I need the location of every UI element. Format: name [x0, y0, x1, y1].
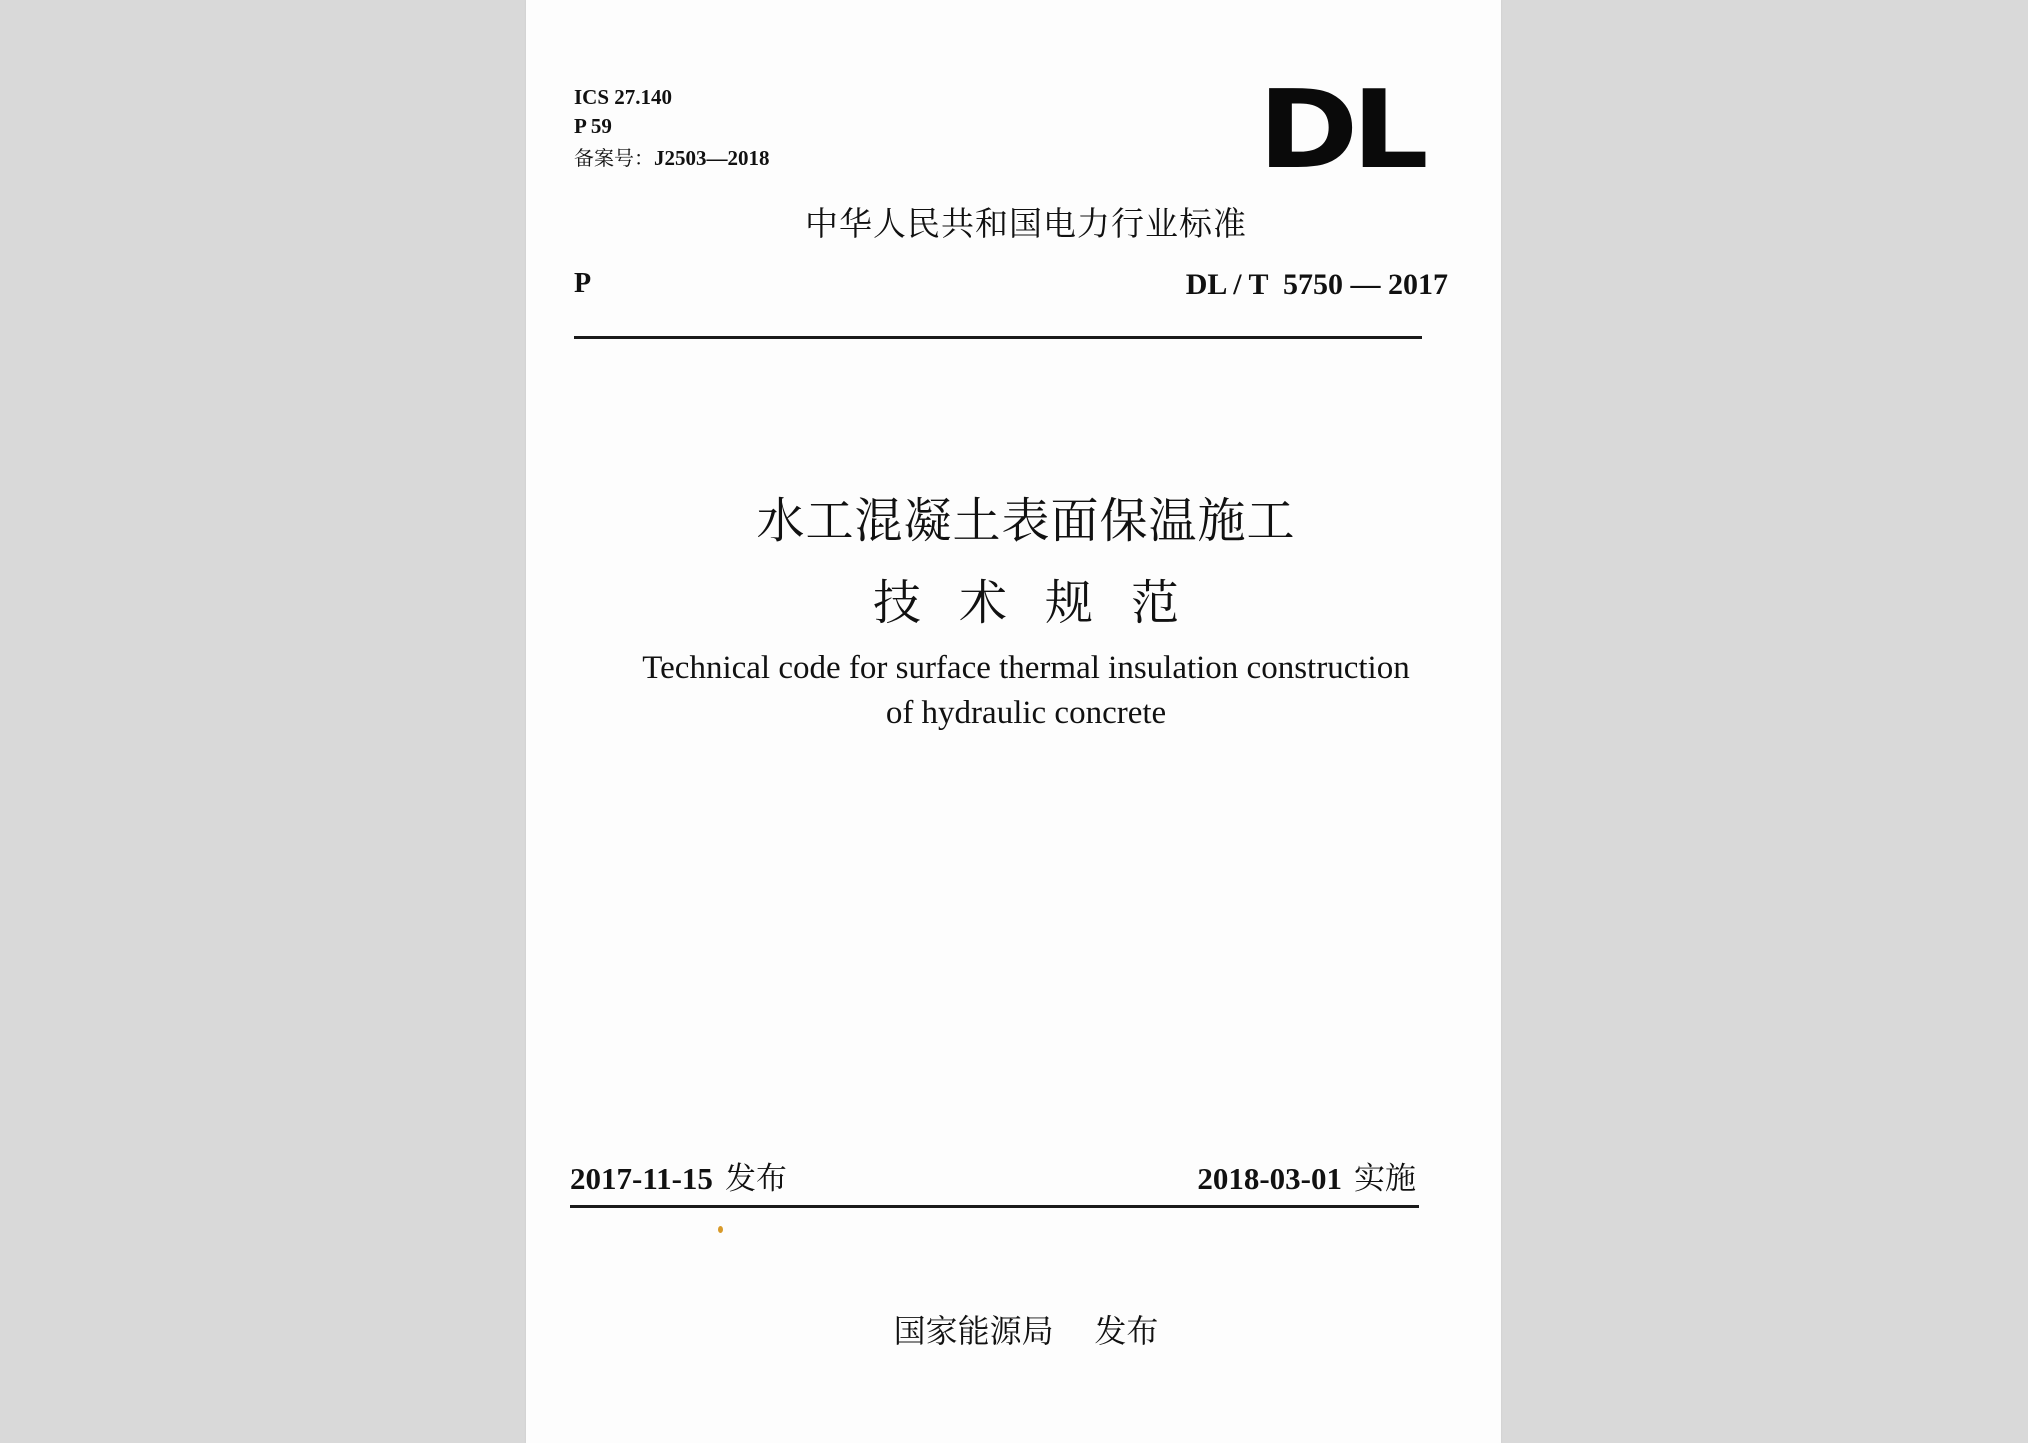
implementation-date	[1197, 1153, 1416, 1198]
implementation-date-value: 2018-03-01	[1197, 1161, 1342, 1196]
category-code: P	[574, 268, 592, 299]
title-english-line1: Technical code for surface thermal insulation construction	[642, 650, 1410, 686]
issue-date-value: 2017-11-15	[570, 1161, 713, 1196]
industry-standard-title: 中华人民共和国电力行业标准	[805, 204, 1247, 243]
filing-value: J2503—2018	[654, 146, 770, 170]
title-chinese-line1: 水工混凝土表面保温施工	[756, 495, 1296, 548]
issue-date	[570, 1153, 787, 1198]
standard-code: DL / T 5750 — 2017	[1185, 268, 1448, 301]
ccs-code: P 59	[574, 114, 612, 138]
title-english-line2: of hydraulic concrete	[885, 695, 1167, 731]
filing-number	[574, 145, 770, 171]
title-chinese-line2: 技术规范	[872, 577, 1217, 630]
dl-logo: DL	[1258, 68, 1423, 193]
publisher: 国家能源局 发布	[893, 1312, 1159, 1350]
header-divider	[574, 336, 1422, 339]
implementation-label: 实施	[1354, 1161, 1416, 1197]
scan-speck	[718, 1226, 723, 1233]
filing-label: 备案号：	[574, 146, 654, 170]
footer-divider	[570, 1205, 1419, 1208]
ics-code: ICS 27.140	[574, 85, 673, 109]
issue-label: 发布	[724, 1161, 787, 1197]
document-cover	[526, 0, 1501, 1443]
